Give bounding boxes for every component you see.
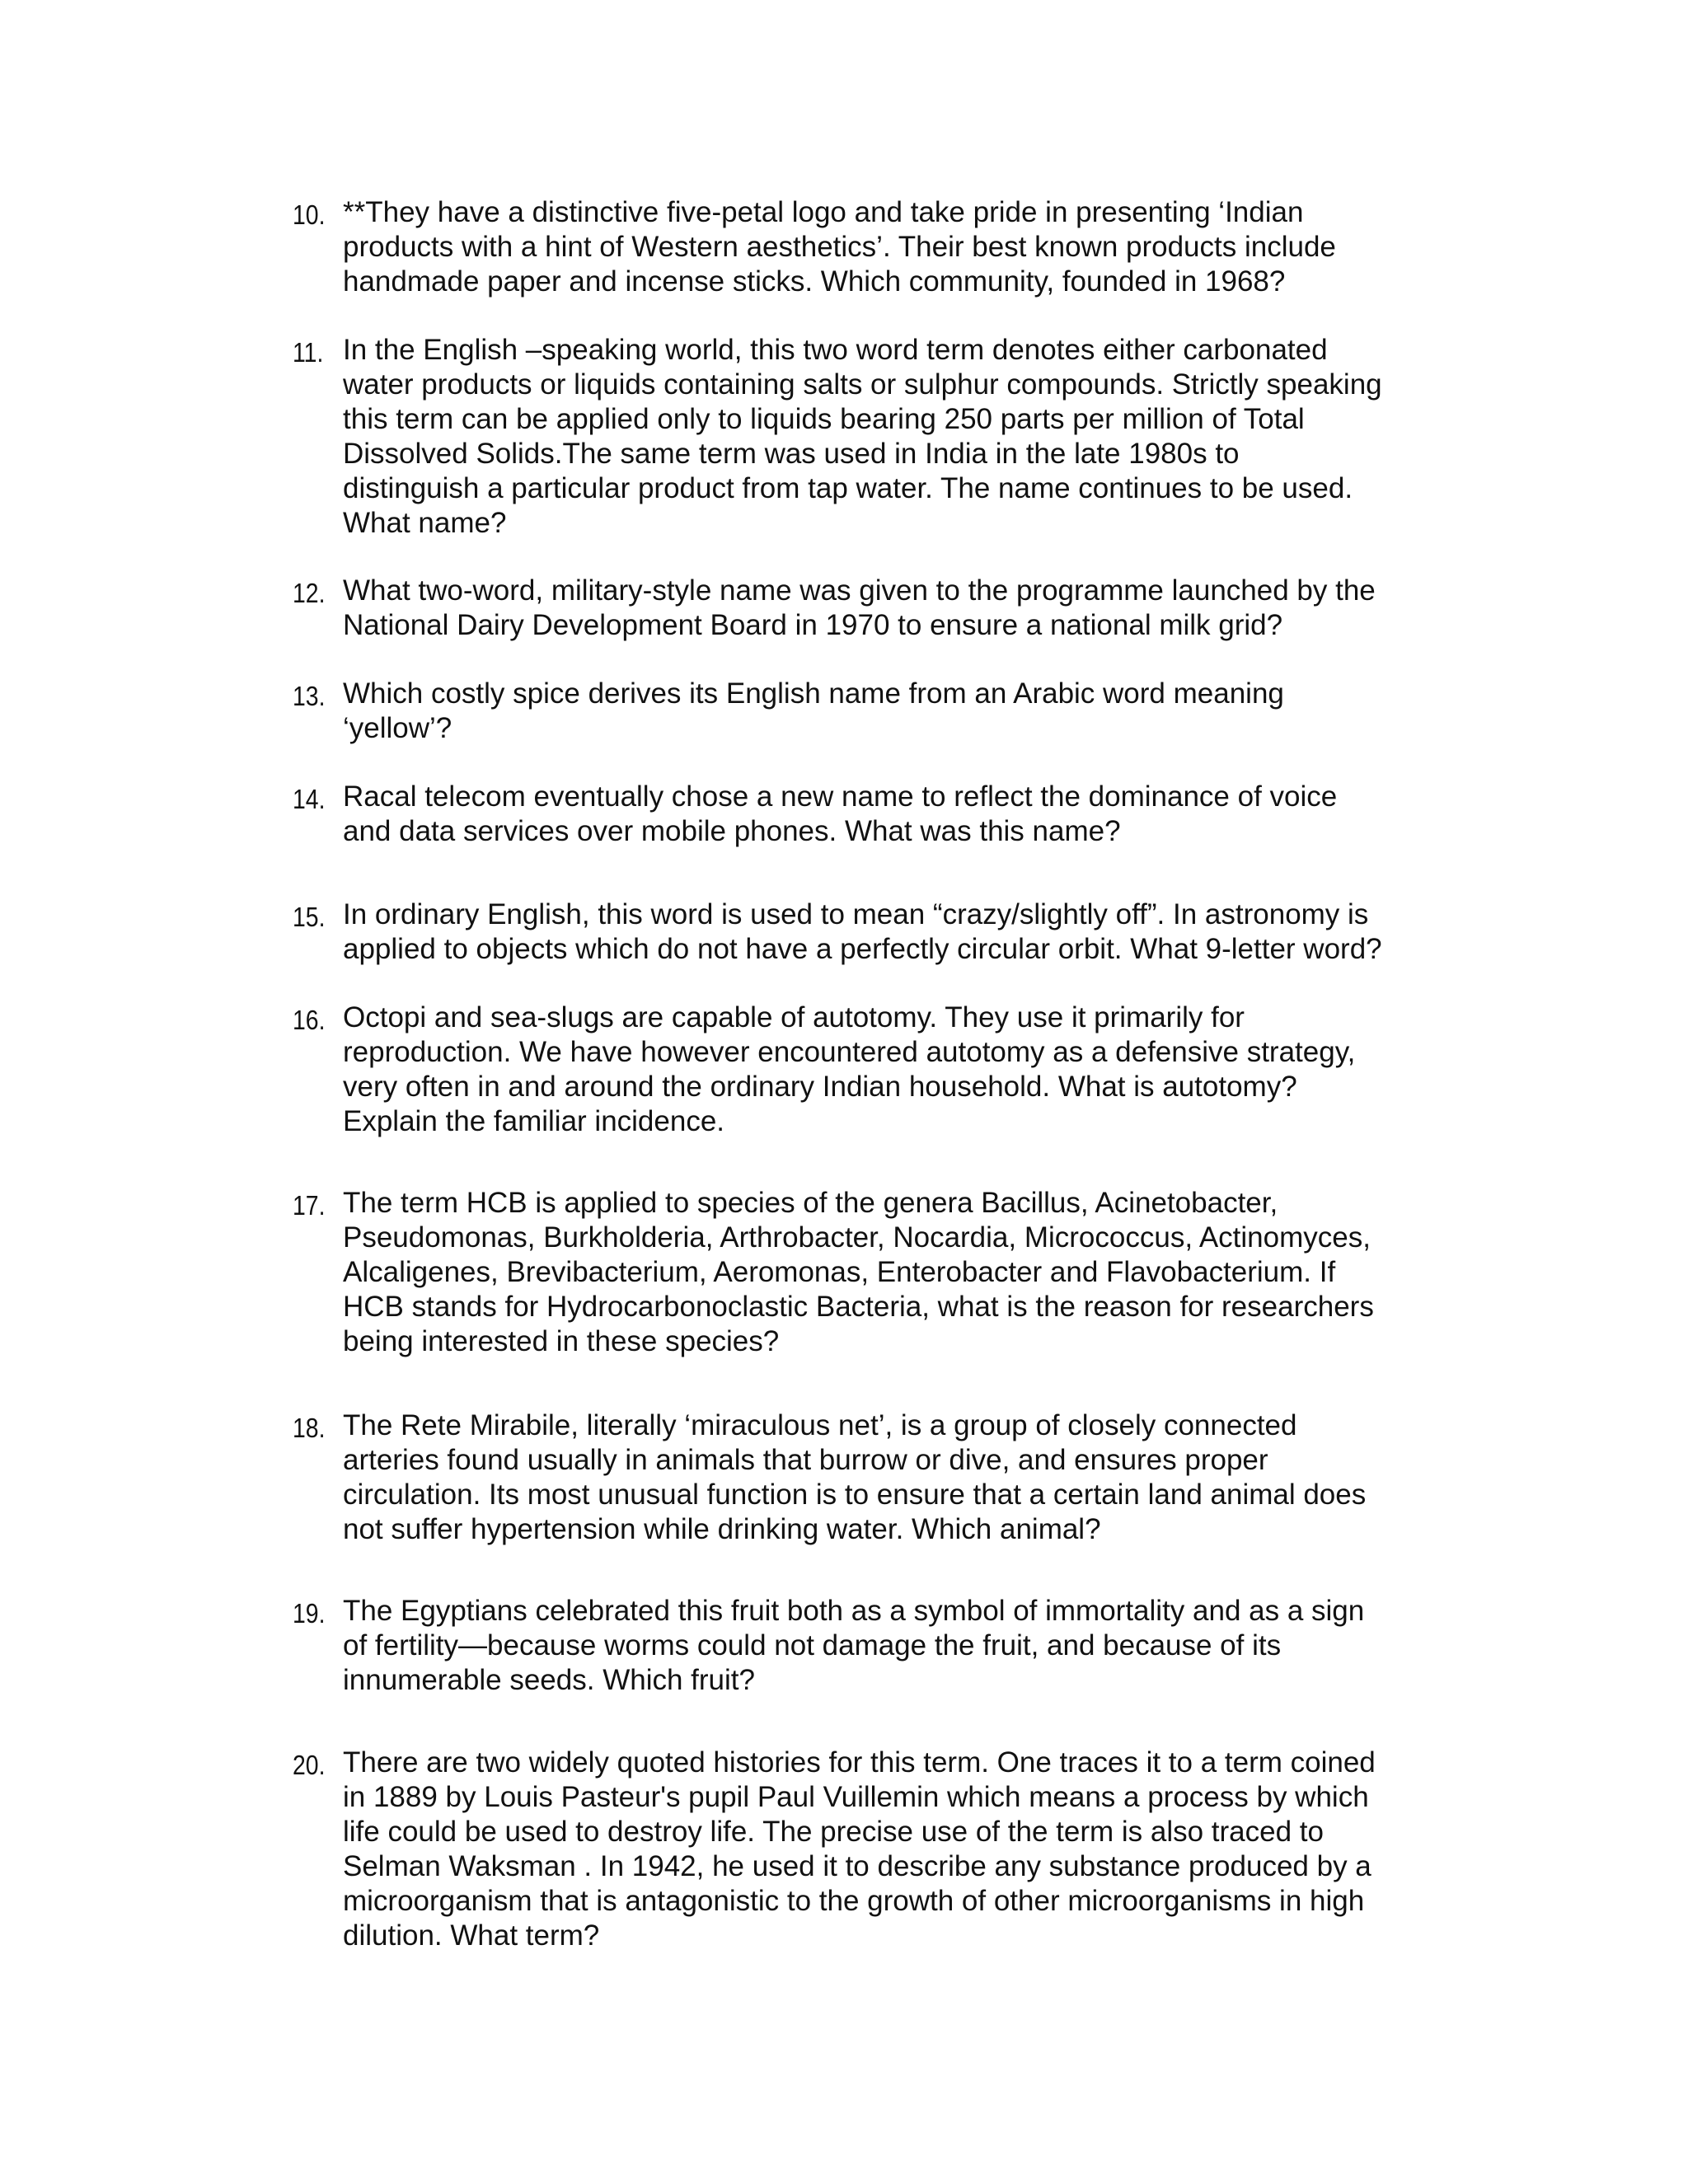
question-text-line: being interested in these species? (343, 1325, 780, 1357)
question-text-line: of fertility—because worms could not damage the fruit, and because of its (343, 1629, 1282, 1661)
question-text-line: National Dairy Development Board in 1970 to ensure a national milk grid? (343, 609, 1283, 641)
question-text-line: ‘yellow’? (343, 712, 452, 744)
question-number: 19. (293, 1598, 326, 1629)
question-text-line: life could be used to destroy life. The precise use of the term is also traced to (343, 1816, 1324, 1848)
question-text-line: Selman Waksman . In 1942, he used it to describe any substance produced by a (343, 1850, 1372, 1882)
question-text-line: and data services over mobile phones. What was this name? (343, 815, 1121, 847)
question-text-line: dilution. What term? (343, 1919, 600, 1952)
question-text-line: The Rete Mirabile, literally ‘miraculous net’, is a group of closely connected (343, 1409, 1297, 1441)
question-text-line: Alcaligenes, Brevibacterium, Aeromonas, Enterobacter and Flavobacterium. If (343, 1256, 1336, 1288)
question-number: 18. (293, 1413, 326, 1443)
question-text-line: What name? (343, 507, 507, 539)
question-number: 14. (293, 784, 326, 814)
question-number: 11. (293, 337, 324, 368)
question-number: 17. (293, 1190, 326, 1221)
question-text-line: microorganism that is antagonistic to the growth of other microorganisms in high (343, 1885, 1365, 1917)
question-text-line: Explain the familiar incidence. (343, 1105, 725, 1137)
question-text-line: What two-word, military-style name was given to the programme launched by the (343, 574, 1376, 607)
question-text-line: distinguish a particular product from tap water. The name continues to be used. (343, 472, 1353, 504)
question-text-line: Racal telecom eventually chose a new name to reflect the dominance of voice (343, 780, 1338, 813)
question-text-line: The Egyptians celebrated this fruit both as a symbol of immortality and as a sign (343, 1595, 1365, 1627)
question-text-line: Pseudomonas, Burkholderia, Arthrobacter, Nocardia, Micrococcus, Actinomyces, (343, 1221, 1371, 1254)
question-text-line: handmade paper and incense sticks. Which community, founded in 1968? (343, 265, 1286, 298)
question-text-line: Octopi and sea-slugs are capable of autotomy. They use it primarily for (343, 1001, 1245, 1033)
question-text-line: in 1889 by Louis Pasteur's pupil Paul Vuillemin which means a process by which (343, 1781, 1369, 1813)
question-text-line: The term HCB is applied to species of the genera Bacillus, Acinetobacter, (343, 1187, 1278, 1219)
question-text-line: Which costly spice derives its English name from an Arabic word meaning (343, 677, 1284, 710)
question-text-line: arteries found usually in animals that burrow or dive, and ensures proper (343, 1444, 1268, 1476)
question-text-line: applied to objects which do not have a perfectly circular orbit. What 9-letter word? (343, 933, 1382, 965)
question-text-line: HCB stands for Hydrocarbonoclastic Bacteria, what is the reason for researchers (343, 1291, 1374, 1323)
question-text-line: this term can be applied only to liquids bearing 250 parts per million of Total (343, 403, 1305, 435)
question-text-line: not suffer hypertension while drinking water. Which animal? (343, 1513, 1101, 1545)
question-text-line: reproduction. We have however encountered autotomy as a defensive strategy, (343, 1036, 1356, 1068)
question-text-line: very often in and around the ordinary Indian household. What is autotomy? (343, 1071, 1297, 1103)
question-number: 12. (293, 578, 326, 608)
question-number: 13. (293, 681, 326, 711)
question-number: 15. (293, 902, 326, 932)
question-text-line: water products or liquids containing salts or sulphur compounds. Strictly speaking (343, 368, 1382, 401)
question-number: 20. (293, 1750, 326, 1780)
question-text-line: innumerable seeds. Which fruit? (343, 1664, 755, 1696)
question-number: 10. (293, 199, 326, 230)
question-text-line: products with a hint of Western aesthetics’. Their best known products include (343, 231, 1336, 263)
question-text-line: **They have a distinctive five-petal logo and take pride in presenting ‘Indian (343, 196, 1304, 228)
question-text-line: circulation. Its most unusual function is to ensure that a certain land animal does (343, 1479, 1367, 1511)
question-number: 16. (293, 1005, 326, 1035)
question-text-line: In the English –speaking world, this two word term denotes either carbonated (343, 334, 1328, 366)
question-text-line: In ordinary English, this word is used to mean “crazy/slightly off”. In astronomy is (343, 898, 1369, 930)
question-text-line: There are two widely quoted histories for this term. One traces it to a term coined (343, 1746, 1376, 1779)
question-text-line: Dissolved Solids.The same term was used in India in the late 1980s to (343, 438, 1240, 470)
